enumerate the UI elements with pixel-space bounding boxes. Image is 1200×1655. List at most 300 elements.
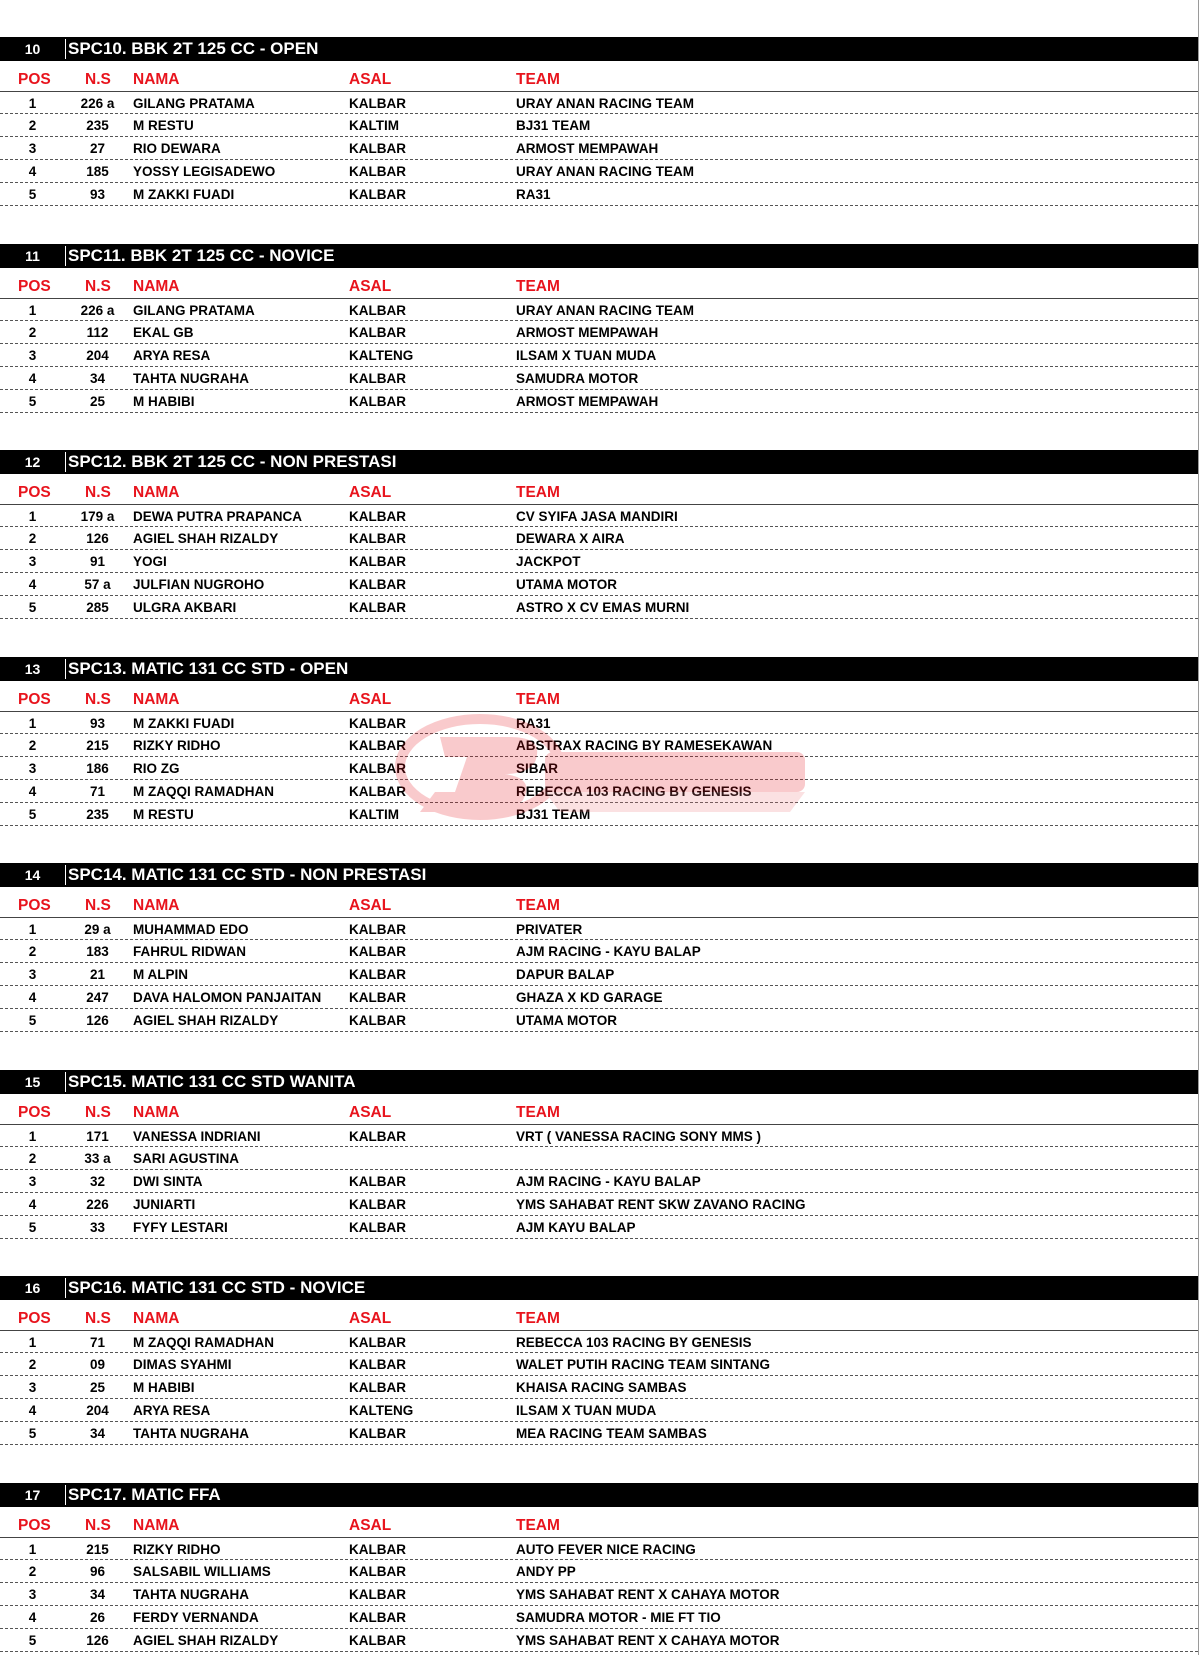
cell-asal: KALBAR [349,1563,406,1579]
column-header-ns: N.S [85,277,111,295]
table-row [0,1353,1198,1376]
cell-ns: 32 [89,1173,106,1189]
table-row [0,1147,1198,1170]
column-header-team: TEAM [516,71,560,88]
column-header-pos: POS [18,71,51,88]
cell-nama: AGIEL SHAH RIZALDY [133,531,279,546]
cell-asal: KALBAR [349,370,406,386]
cell-nama: ARYA RESA [133,1403,211,1418]
column-header-pos: POS [18,690,51,708]
table-row [0,344,1198,367]
category-title: SPC12. BBK 2T 125 CC - NON PRESTASI [68,452,397,471]
category-number: 16 [24,1280,41,1296]
cell-pos: 4 [28,577,37,592]
cell-team: REBECCA 103 RACING BY GENESIS [516,783,752,799]
category-bar [0,450,1198,474]
cell-asal: KALBAR [349,141,406,156]
cell-team: DEWARA X AIRA [516,531,625,546]
cell-ns: 126 [86,531,109,546]
cell-team: WALET PUTIH RACING TEAM SINTANG [516,1357,770,1372]
category-number: 12 [24,454,41,470]
cell-pos: 2 [28,1150,37,1166]
cell-team: UTAMA MOTOR [516,1013,617,1028]
cell-team: VRT ( VANESSA RACING SONY MMS ) [516,1128,762,1144]
table-row [0,504,1198,527]
category-section-16 [0,1276,1198,1483]
column-header-team: TEAM [516,484,560,501]
table-row [0,1124,1198,1147]
cell-pos: 1 [28,1541,37,1557]
cell-asal: KALBAR [349,554,406,569]
cell-pos: 3 [28,1380,37,1395]
cell-nama: SALSABIL WILLIAMS [133,1563,271,1579]
cell-pos: 1 [28,302,37,318]
table-row [0,780,1198,803]
table-row [0,1537,1198,1560]
category-number: 17 [24,1486,41,1503]
result-rows [0,504,1198,619]
cell-pos: 2 [28,1357,37,1372]
cell-pos: 1 [28,1335,37,1350]
category-section-13 [0,657,1198,864]
cell-ns: 247 [86,990,109,1005]
cell-ns: 29 a [84,922,111,937]
cell-ns: 57 a [84,577,111,592]
column-header-nama: NAMA [133,277,180,295]
column-header-ns: N.S [85,1103,111,1121]
cell-asal: KALBAR [349,96,406,111]
column-header-row [0,681,1198,711]
column-header-row [0,1094,1198,1124]
cell-team: ASTRO X CV EMAS MURNI [516,600,690,615]
cell-team: REBECCA 103 RACING BY GENESIS [516,1335,752,1350]
cell-team: SAMUDRA MOTOR - MIE FT TIO [516,1609,721,1625]
column-header-asal: ASAL [349,690,392,708]
result-rows [0,917,1198,1032]
column-header-pos: POS [18,1310,51,1327]
cell-pos: 5 [28,187,37,202]
table-row [0,917,1198,940]
table-row [0,1399,1198,1422]
category-number: 13 [24,660,41,677]
cell-ns: 126 [86,1632,109,1648]
column-header-team: TEAM [516,897,560,914]
column-header-team: TEAM [516,1103,560,1121]
category-number: 11 [25,247,40,264]
cell-ns: 215 [86,737,109,753]
cell-team: ARMOST MEMPAWAH [516,393,659,409]
table-row [0,550,1198,573]
cell-asal: KALBAR [349,1128,406,1144]
category-bar [0,244,1198,268]
cell-ns: 179 a [80,509,115,524]
column-header-asal: ASAL [349,277,392,295]
category-title: SPC16. MATIC 131 CC STD - NOVICE [68,1278,366,1297]
column-header-asal: ASAL [349,897,392,914]
cell-pos: 1 [28,715,37,731]
cell-team: PRIVATER [516,922,583,937]
category-section-12 [0,450,1198,657]
table-row [0,1583,1198,1606]
cell-pos: 2 [28,1563,37,1579]
result-rows [0,298,1198,413]
cell-pos: 3 [28,554,37,569]
category-number: 10 [24,41,41,57]
cell-ns: 93 [89,187,106,202]
column-header-ns: N.S [85,897,111,914]
table-row [0,1216,1198,1239]
cell-pos: 3 [28,141,37,156]
column-header-team: TEAM [516,690,560,708]
cell-team: SAMUDRA MOTOR [516,370,639,386]
cell-asal: KALBAR [349,737,406,753]
cell-nama: AGIEL SHAH RIZALDY [133,1013,279,1028]
table-row [0,390,1198,413]
cell-asal: KALBAR [349,944,406,959]
table-row [0,367,1198,390]
column-header-asal: ASAL [349,484,392,501]
category-divider [65,1485,66,1505]
cell-asal: KALBAR [349,1335,406,1350]
cell-asal: KALBAR [349,967,406,982]
column-header-asal: ASAL [349,1516,392,1534]
category-bar [0,37,1198,61]
cell-nama: DAVA HALOMON PANJAITAN [133,990,322,1005]
column-header-pos: POS [18,277,51,295]
cell-team: SIBAR [516,760,559,776]
cell-nama: VANESSA INDRIANI [133,1128,261,1144]
cell-pos: 2 [28,737,37,753]
cell-ns: 204 [86,347,109,363]
cell-pos: 3 [28,967,37,982]
cell-nama: ULGRA AKBARI [133,600,237,615]
cell-nama: FERDY VERNANDA [133,1609,259,1625]
cell-nama: MUHAMMAD EDO [133,922,249,937]
cell-ns: 09 [89,1357,106,1372]
table-row [0,527,1198,550]
cell-team: AJM KAYU BALAP [516,1219,636,1235]
table-row [0,137,1198,160]
cell-team: YMS SAHABAT RENT SKW ZAVANO RACING [516,1196,806,1212]
cell-asal: KALBAR [349,600,406,615]
cell-ns: 25 [89,1380,106,1395]
cell-nama: RIO ZG [133,760,180,776]
cell-ns: 33 [89,1219,106,1235]
cell-team: RA31 [516,715,551,731]
cell-pos: 1 [28,1128,37,1144]
table-row [0,1422,1198,1445]
column-header-team: TEAM [516,1516,560,1534]
category-bar [0,1483,1198,1507]
column-header-row [0,887,1198,917]
cell-team: URAY ANAN RACING TEAM [516,96,695,111]
column-header-row [0,1300,1198,1330]
cell-nama: DEWA PUTRA PRAPANCA [133,509,303,524]
category-divider [65,39,66,59]
cell-asal: KALBAR [349,1541,406,1557]
cell-ns: 112 [86,324,109,340]
category-bar [0,1070,1198,1094]
cell-pos: 4 [28,783,37,799]
cell-nama: FYFY LESTARI [133,1219,228,1235]
cell-pos: 5 [28,1013,37,1028]
column-header-nama: NAMA [133,484,180,501]
cell-team: UTAMA MOTOR [516,577,617,592]
cell-asal: KALBAR [349,324,406,340]
cell-asal: KALBAR [349,393,406,409]
cell-nama: M ZAQQI RAMADHAN [133,783,274,799]
cell-ns: 183 [86,944,109,959]
cell-ns: 126 [86,1013,109,1028]
table-row [0,1170,1198,1193]
category-number: 14 [24,867,41,883]
table-row [0,803,1198,826]
cell-nama: RIZKY RIDHO [133,737,221,753]
cell-nama: M RESTU [133,806,194,822]
cell-ns: 21 [89,967,106,982]
cell-team: ARMOST MEMPAWAH [516,324,659,340]
cell-asal: KALBAR [349,990,406,1005]
cell-nama: M ZAQQI RAMADHAN [133,1335,274,1350]
table-row [0,183,1198,206]
cell-nama: GILANG PRATAMA [133,96,255,111]
cell-ns: 25 [89,393,106,409]
category-number: 15 [24,1073,41,1090]
cell-asal: KALTIM [349,118,399,133]
column-header-row [0,1507,1198,1537]
cell-pos: 5 [28,600,37,615]
cell-asal: KALBAR [349,302,406,318]
column-header-pos: POS [18,1516,51,1534]
cell-nama: M HABIBI [133,393,195,409]
cell-pos: 2 [28,324,37,340]
cell-asal: KALBAR [349,509,406,524]
table-row [0,711,1198,734]
cell-nama: TAHTA NUGRAHA [133,370,249,386]
column-header-pos: POS [18,1103,51,1121]
cell-nama: DWI SINTA [133,1173,203,1189]
category-section-17 [0,1483,1198,1652]
column-header-pos: POS [18,484,51,501]
cell-ns: 226 [86,1196,109,1212]
column-header-ns: N.S [85,690,111,708]
cell-pos: 5 [28,1632,37,1648]
cell-asal: KALBAR [349,1173,406,1189]
cell-nama: YOSSY LEGISADEWO [133,164,276,179]
cell-team: BJ31 TEAM [516,118,591,133]
table-row [0,1560,1198,1583]
column-header-ns: N.S [85,1310,111,1327]
cell-pos: 4 [28,1403,37,1418]
cell-ns: 93 [89,715,106,731]
sections-container [0,37,1198,1652]
cell-nama: M ZAKKI FUADI [133,715,235,731]
table-row [0,1009,1198,1032]
category-divider [65,246,66,266]
cell-ns: 34 [89,1586,106,1602]
table-row [0,91,1198,114]
cell-nama: TAHTA NUGRAHA [133,1426,249,1441]
cell-nama: M RESTU [133,118,194,133]
column-header-asal: ASAL [349,1103,392,1121]
column-header-ns: N.S [85,484,111,501]
column-header-ns: N.S [85,71,111,88]
column-header-row [0,474,1198,504]
cell-pos: 5 [28,1219,37,1235]
category-section-15 [0,1070,1198,1277]
cell-ns: 204 [86,1403,109,1418]
column-header-asal: ASAL [349,71,392,88]
cell-pos: 4 [28,1609,37,1625]
cell-nama: TAHTA NUGRAHA [133,1586,249,1602]
cell-asal: KALBAR [349,1632,406,1648]
cell-team: MEA RACING TEAM SAMBAS [516,1426,707,1441]
cell-ns: 71 [89,783,106,799]
cell-asal: KALTIM [349,806,399,822]
cell-team: ABSTRAX RACING BY RAMESEKAWAN [516,737,773,753]
cell-pos: 5 [28,1426,37,1441]
cell-team: ARMOST MEMPAWAH [516,141,659,156]
cell-ns: 33 a [84,1150,111,1166]
cell-ns: 185 [86,164,109,179]
category-title: SPC15. MATIC 131 CC STD WANITA [68,1071,356,1091]
column-header-pos: POS [18,897,51,914]
cell-nama: M ZAKKI FUADI [133,187,235,202]
category-title: SPC13. MATIC 131 CC STD - OPEN [68,658,349,678]
cell-team: YMS SAHABAT RENT X CAHAYA MOTOR [516,1632,780,1648]
cell-pos: 1 [28,922,37,937]
cell-team: URAY ANAN RACING TEAM [516,302,695,318]
cell-asal: KALBAR [349,1586,406,1602]
cell-nama: EKAL GB [133,324,194,340]
cell-team: AUTO FEVER NICE RACING [516,1541,696,1557]
cell-ns: 226 a [80,302,115,318]
cell-pos: 1 [28,509,37,524]
cell-team: URAY ANAN RACING TEAM [516,164,695,179]
cell-nama: JUNIARTI [133,1196,196,1212]
category-divider [65,1072,66,1092]
column-header-team: TEAM [516,277,560,295]
cell-nama: FAHRUL RIDWAN [133,944,246,959]
cell-team: ILSAM X TUAN MUDA [516,1403,657,1418]
cell-pos: 4 [28,1196,37,1212]
cell-nama: AGIEL SHAH RIZALDY [133,1632,279,1648]
cell-ns: 226 a [80,96,115,111]
cell-ns: 34 [89,1426,106,1441]
table-row [0,1193,1198,1216]
column-header-nama: NAMA [133,897,180,914]
cell-asal: KALBAR [349,531,406,546]
category-divider [65,659,66,679]
cell-pos: 3 [28,1173,37,1189]
table-row [0,734,1198,757]
cell-team: ILSAM X TUAN MUDA [516,347,657,363]
category-section-11 [0,244,1198,451]
table-row [0,298,1198,321]
cell-asal: KALTENG [349,1403,414,1418]
category-divider [65,865,66,885]
cell-ns: 235 [86,806,109,822]
cell-asal: KALBAR [349,783,406,799]
cell-team: DAPUR BALAP [516,967,615,982]
column-header-nama: NAMA [133,1310,180,1327]
table-row [0,1629,1198,1652]
cell-ns: 96 [89,1563,106,1579]
cell-nama: M HABIBI [133,1380,195,1395]
category-divider [65,1278,66,1298]
category-bar [0,657,1198,681]
table-row [0,160,1198,183]
cell-pos: 3 [28,1586,37,1602]
cell-team: AJM RACING - KAYU BALAP [516,1173,701,1189]
cell-ns: 186 [86,760,109,776]
cell-asal: KALBAR [349,1426,406,1441]
cell-team: RA31 [516,187,551,202]
cell-team: JACKPOT [516,554,581,569]
category-divider [65,452,66,472]
column-header-nama: NAMA [133,1516,180,1534]
cell-ns: 215 [86,1541,109,1557]
cell-nama: JULFIAN NUGROHO [133,577,265,592]
cell-pos: 2 [28,944,37,959]
cell-asal: KALBAR [349,760,406,776]
cell-pos: 2 [28,531,37,546]
cell-asal: KALBAR [349,1196,406,1212]
table-row [0,940,1198,963]
column-header-row [0,268,1198,298]
column-header-nama: NAMA [133,1103,180,1121]
cell-asal: KALBAR [349,1013,406,1028]
cell-asal: KALBAR [349,187,406,202]
cell-ns: 71 [89,1335,106,1350]
cell-nama: SARI AGUSTINA [133,1150,240,1166]
cell-team: KHAISA RACING SAMBAS [516,1380,687,1395]
table-row [0,757,1198,780]
category-title: SPC14. MATIC 131 CC STD - NON PRESTASI [68,865,427,884]
result-rows [0,91,1198,206]
column-header-nama: NAMA [133,71,180,88]
cell-asal: KALBAR [349,164,406,179]
cell-ns: 27 [89,141,106,156]
cell-asal: KALBAR [349,1357,406,1372]
cell-team: YMS SAHABAT RENT X CAHAYA MOTOR [516,1586,780,1602]
column-header-team: TEAM [516,1310,560,1327]
table-row [0,1330,1198,1353]
cell-asal: KALTENG [349,347,414,363]
cell-nama: RIZKY RIDHO [133,1541,221,1557]
cell-pos: 3 [28,347,37,363]
cell-team: ANDY PP [516,1563,576,1579]
cell-asal: KALBAR [349,715,406,731]
cell-asal: KALBAR [349,577,406,592]
table-row [0,321,1198,344]
cell-team: AJM RACING - KAYU BALAP [516,944,701,959]
cell-pos: 1 [28,96,37,111]
cell-ns: 91 [89,554,106,569]
cell-asal: KALBAR [349,1609,406,1625]
category-title: SPC10. BBK 2T 125 CC - OPEN [68,39,319,58]
column-header-asal: ASAL [349,1310,392,1327]
cell-nama: M ALPIN [133,967,188,982]
category-section-14 [0,863,1198,1070]
cell-ns: 34 [89,370,106,386]
cell-pos: 3 [28,760,37,776]
result-rows [0,1124,1198,1239]
table-row [0,1376,1198,1399]
cell-team: GHAZA X KD GARAGE [516,990,663,1005]
cell-pos: 4 [28,370,37,386]
cell-pos: 5 [28,806,37,822]
